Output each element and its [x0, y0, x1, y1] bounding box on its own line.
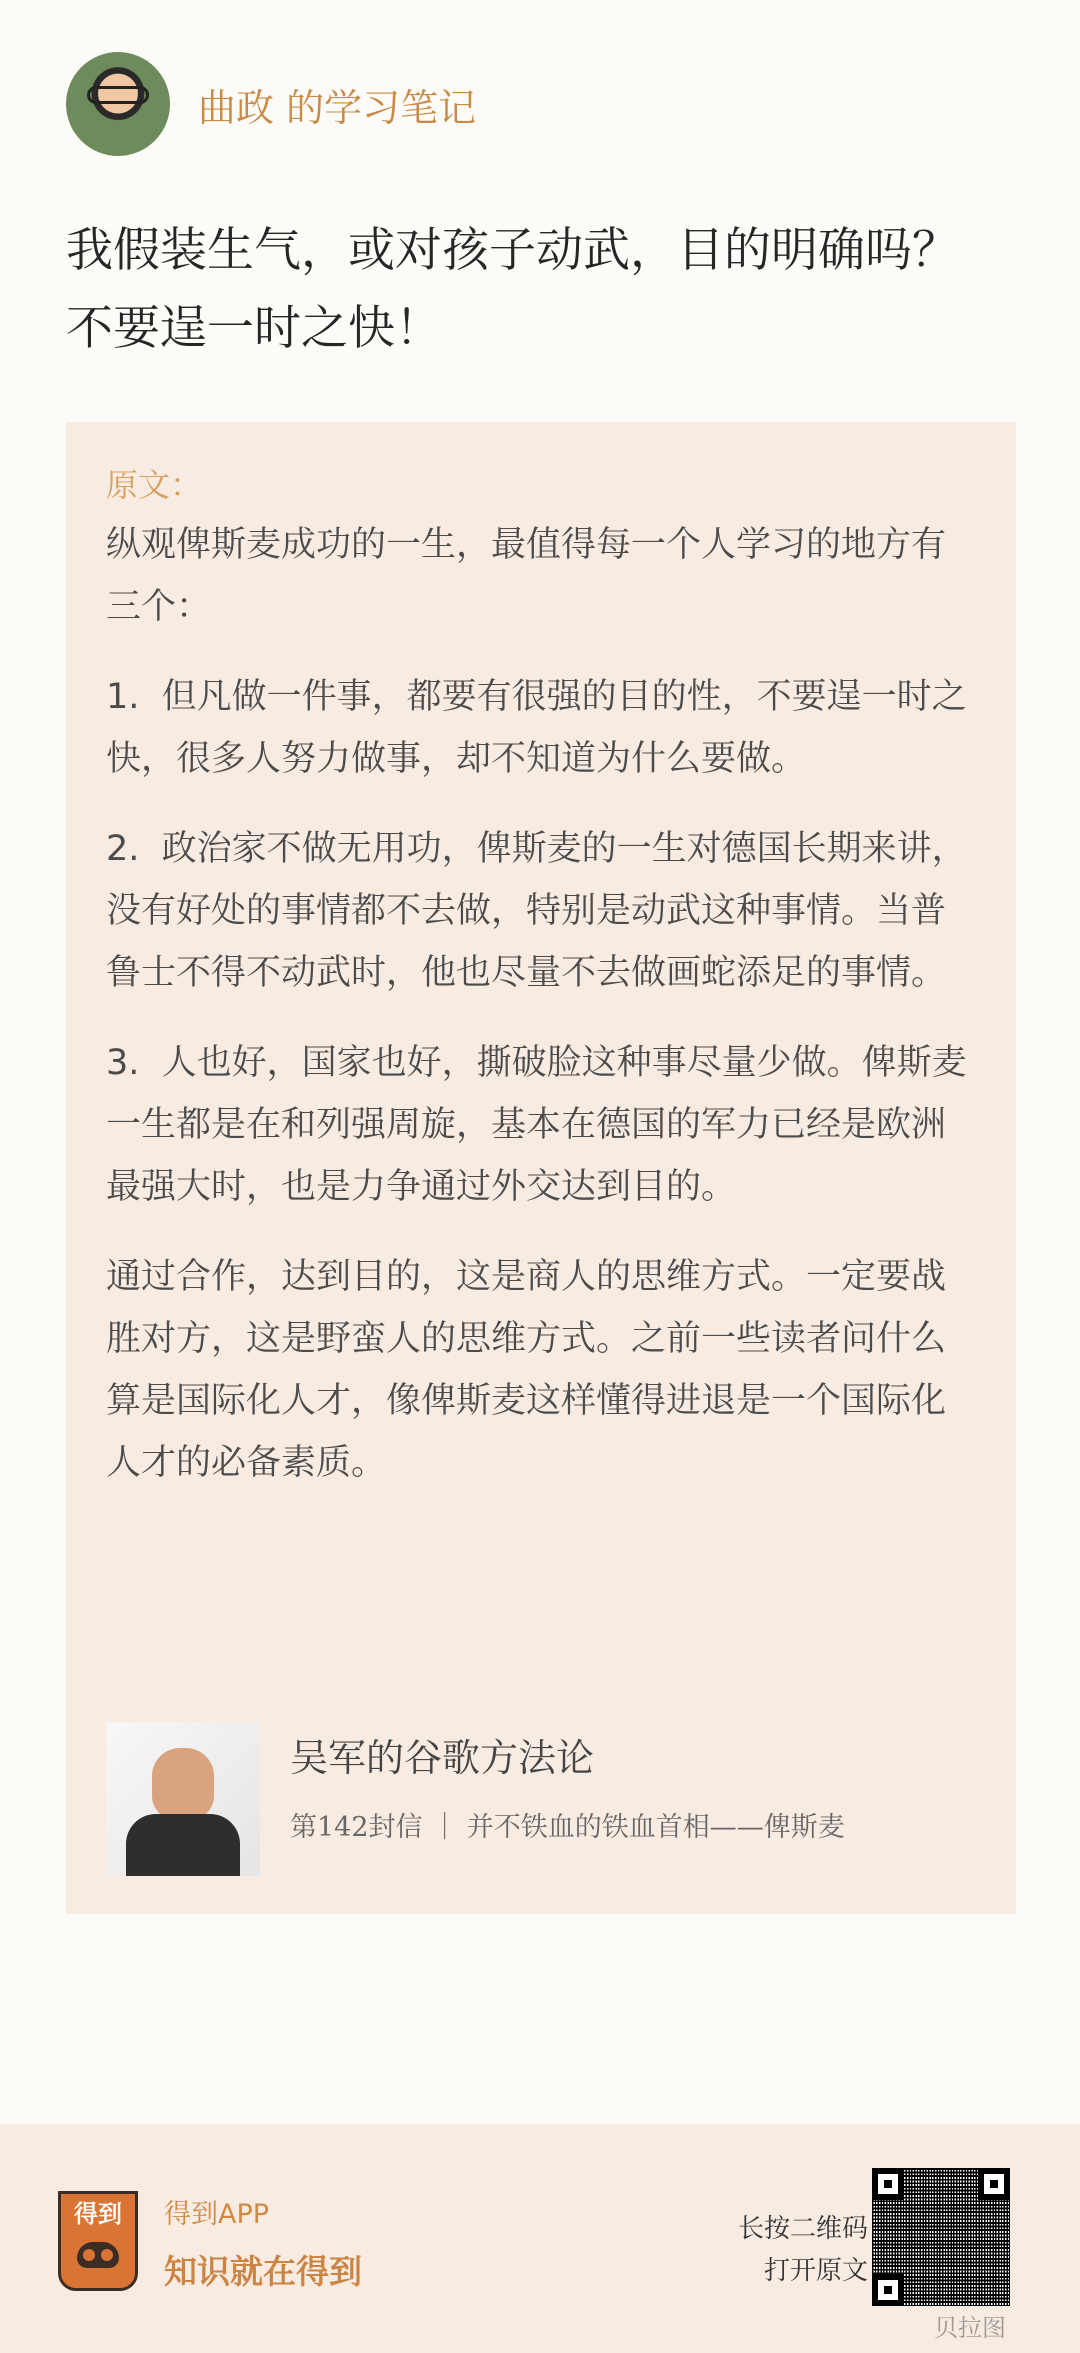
qr-finder-icon — [872, 2274, 904, 2306]
quote-paragraph-4: 3. 人也好，国家也好，撕破脸这种事尽量少做。俾斯麦一生都是在和列强周旋，基本在德国的军力已经是欧洲最强大时，也是力争通过外交达到目的。 — [106, 1043, 967, 1207]
quote-label: 原文： — [106, 466, 203, 504]
author-header — [66, 52, 476, 156]
quote-paragraph-5: 通过合作，达到目的，这是商人的思维方式。一定要战胜对方，这是野蛮人的思维方式。之前一些读者问什么算是国际化人才，像俾斯麦这样懂得进退是一个国际化人才的必备素质。 — [106, 1257, 947, 1483]
qr-finder-icon — [978, 2168, 1010, 2200]
article-title — [66, 212, 1016, 368]
dedao-logo-icon — [58, 2191, 138, 2291]
book-meta — [290, 1722, 845, 1848]
logo-text: 得到 — [74, 2200, 122, 2228]
watermark-text: 贝拉图 — [934, 2314, 1006, 2342]
book-letter: 第142封信 ｜ 并不铁血的铁血首相——俾斯麦 — [290, 1812, 845, 1843]
title-line-1: 我假装生气，或对孩子动武，目的明确吗？ — [66, 223, 959, 278]
book-author-avatar — [106, 1722, 260, 1876]
quote-card — [66, 422, 1016, 1914]
title-line-2: 不要逞一时之快！ — [66, 301, 442, 356]
author-avatar[interactable] — [66, 52, 170, 156]
app-name: 得到APP — [164, 2199, 270, 2230]
author-name[interactable]: 曲政 的学习笔记 — [198, 85, 477, 130]
quote-paragraph-1: 纵观俾斯麦成功的一生，最值得每一个人学习的地方有三个： — [106, 525, 947, 627]
qr-code-icon[interactable] — [872, 2168, 1010, 2306]
owl-icon — [77, 2242, 119, 2268]
scan-instructions — [718, 2208, 868, 2292]
qr-finder-icon — [872, 2168, 904, 2200]
scan-line-2: 打开原文 — [763, 2256, 868, 2286]
footer-banner — [0, 2124, 1080, 2353]
quote-paragraph-2: 1. 但凡做一件事，都要有很强的目的性，不要逞一时之快，很多人努力做事，却不知道为什么要做。 — [106, 677, 967, 779]
book-reference[interactable] — [106, 1722, 845, 1876]
app-slogan: 知识就在得到 — [164, 2252, 362, 2291]
quote-paragraph-3: 2. 政治家不做无用功，俾斯麦的一生对德国长期来讲，没有好处的事情都不去做，特别是动武这种事情。当普鲁士不得不动武时，他也尽量不去做画蛇添足的事情。 — [106, 829, 967, 993]
book-title: 吴军的谷歌方法论 — [290, 1736, 595, 1780]
scan-line-1: 长按二维码 — [737, 2214, 868, 2244]
